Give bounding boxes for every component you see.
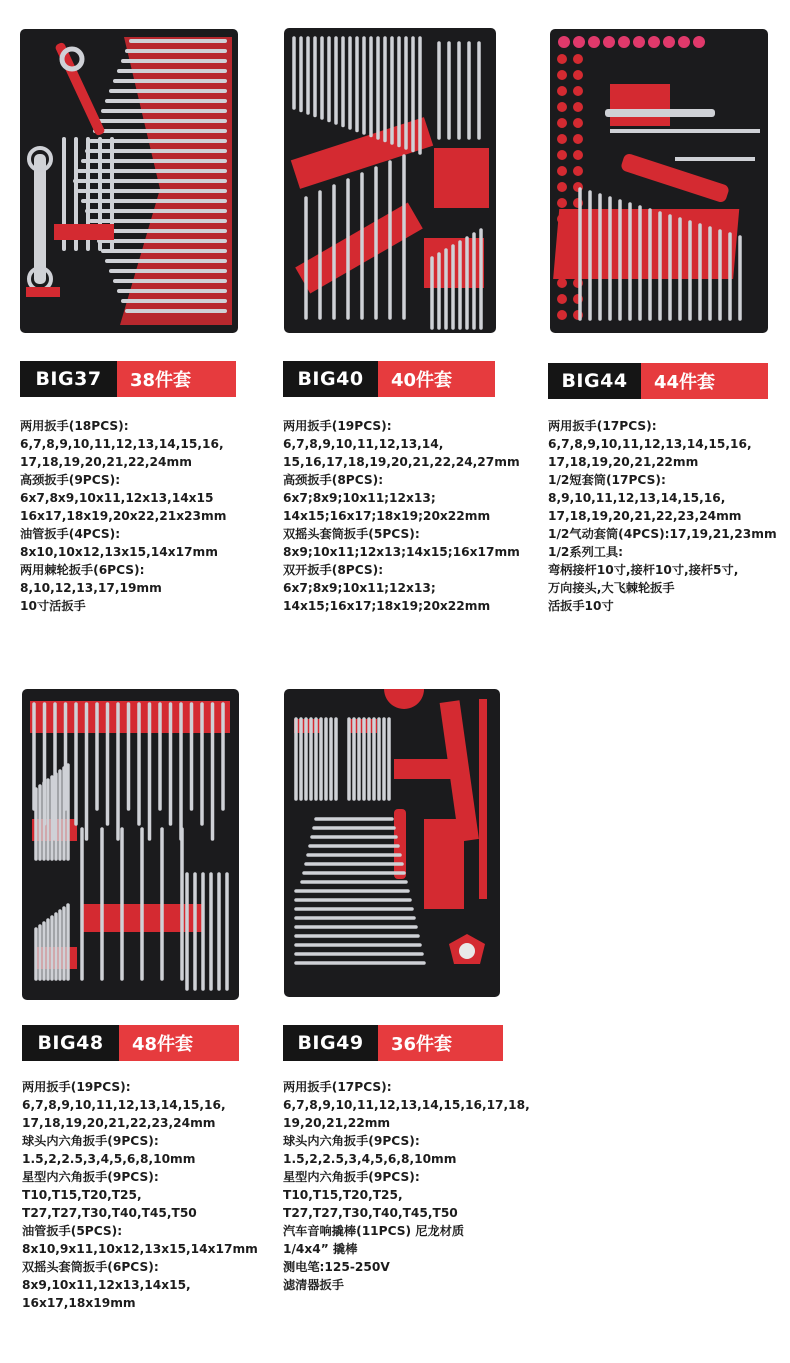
spec-list-big37 — [20, 417, 226, 615]
tool-tray-image — [22, 689, 239, 1000]
spec-line: 1/4x4” 撬棒 — [283, 1242, 358, 1256]
spec-line: 两用扳手(17PCS): — [548, 419, 657, 433]
spec-line: 17,18,19,20,21,22mm — [548, 455, 699, 469]
spec-line: 1/2气动套筒(4PCS):17,19,21,23mm — [548, 527, 777, 541]
spec-line: 8x10,10x12,13x15,14x17mm — [20, 545, 218, 559]
spec-line: T10,T15,T20,T25, — [22, 1188, 142, 1202]
spec-line: 活扳手10寸 — [548, 599, 614, 613]
spec-line: 汽车音响撬棒(11PCS) 尼龙材质 — [283, 1224, 465, 1238]
spec-line: 19,20,21,22mm — [283, 1116, 391, 1130]
spec-line: 球头内六角扳手(9PCS): — [22, 1134, 159, 1148]
product-code: BIG37 — [20, 361, 117, 397]
spec-line: 星型内六角扳手(9PCS): — [22, 1170, 159, 1184]
tray-illustration — [22, 689, 239, 1000]
spec-line: 两用棘轮扳手(6PCS): — [20, 563, 145, 577]
spec-line: 14x15;16x17;18x19;20x22mm — [283, 509, 491, 523]
spec-line: 14x15;16x17;18x19;20x22mm — [283, 599, 491, 613]
spec-line: T27,T27,T30,T40,T45,T50 — [283, 1206, 458, 1220]
spec-line: 星型内六角扳手(9PCS): — [283, 1170, 420, 1184]
spec-line: 两用扳手(19PCS): — [22, 1080, 131, 1094]
spec-line: 弯柄接杆10寸,接杆10寸,接杆5寸, — [548, 563, 739, 577]
spec-line: 测电笔:125-250V — [283, 1260, 390, 1274]
spec-line: 8x9,10x11,12x13,14x15, — [22, 1278, 191, 1292]
product-code: BIG40 — [283, 361, 378, 397]
piece-count: 38件套 — [117, 361, 236, 397]
spec-line: 8x10,9x11,10x12,13x15,14x17mm — [22, 1242, 258, 1256]
spec-list-big40 — [283, 417, 520, 615]
spec-list-big49 — [283, 1078, 530, 1294]
spec-line: 高颈扳手(8PCS): — [283, 473, 384, 487]
spec-line: 双摇头套筒扳手(6PCS): — [22, 1260, 159, 1274]
spec-line: 万向接头,大飞棘轮扳手 — [548, 581, 675, 595]
spec-line: 17,18,19,20,21,22,24mm — [20, 455, 192, 469]
spec-line: 15,16,17,18,19,20,21,22,24,27mm — [283, 455, 520, 469]
spec-line: 6,7,8,9,10,11,12,13,14,15,16,17,18, — [283, 1098, 530, 1112]
product-badge-big40 — [283, 361, 495, 397]
spec-line: 6,7,8,9,10,11,12,13,14,15,16, — [548, 437, 752, 451]
spec-list-big44 — [548, 417, 777, 615]
tool-tray-image — [550, 29, 768, 333]
spec-line: 油管扳手(4PCS): — [20, 527, 121, 541]
piece-count: 40件套 — [378, 361, 495, 397]
spec-line: 17,18,19,20,21,22,23,24mm — [22, 1116, 216, 1130]
spec-line: 10寸活扳手 — [20, 599, 86, 613]
spec-line: 8,10,12,13,17,19mm — [20, 581, 162, 595]
spec-line: 双摇头套筒扳手(5PCS): — [283, 527, 420, 541]
spec-line: 1.5,2,2.5,3,4,5,6,8,10mm — [22, 1152, 196, 1166]
piece-count: 36件套 — [378, 1025, 503, 1061]
spec-line: 1/2短套筒(17PCS): — [548, 473, 666, 487]
spec-line: 滤清器扳手 — [283, 1278, 344, 1292]
spec-line: T27,T27,T30,T40,T45,T50 — [22, 1206, 197, 1220]
spec-line: 6,7,8,9,10,11,12,13,14, — [283, 437, 444, 451]
spec-line: 6x7;8x9;10x11;12x13; — [283, 581, 436, 595]
tray-illustration — [20, 29, 238, 333]
spec-line: 16x17,18x19mm — [22, 1296, 136, 1310]
spec-line: 6,7,8,9,10,11,12,13,14,15,16, — [20, 437, 224, 451]
spec-line: 高颈扳手(9PCS): — [20, 473, 121, 487]
spec-line: 1/2系列工具: — [548, 545, 624, 559]
product-badge-big49 — [283, 1025, 503, 1061]
tool-tray-image — [284, 28, 496, 333]
spec-line: 两用扳手(17PCS): — [283, 1080, 392, 1094]
spec-line: T10,T15,T20,T25, — [283, 1188, 403, 1202]
piece-count: 48件套 — [119, 1025, 239, 1061]
spec-line: 两用扳手(19PCS): — [283, 419, 392, 433]
spec-line: 8x9;10x11;12x13;14x15;16x17mm — [283, 545, 520, 559]
spec-line: 6,7,8,9,10,11,12,13,14,15,16, — [22, 1098, 226, 1112]
product-code: BIG49 — [283, 1025, 378, 1061]
piece-count: 44件套 — [641, 363, 768, 399]
spec-line: 球头内六角扳手(9PCS): — [283, 1134, 420, 1148]
spec-line: 6x7,8x9,10x11,12x13,14x15 — [20, 491, 214, 505]
tool-tray-image — [20, 29, 238, 333]
spec-line: 17,18,19,20,21,22,23,24mm — [548, 509, 742, 523]
spec-line: 两用扳手(18PCS): — [20, 419, 129, 433]
product-code: BIG44 — [548, 363, 641, 399]
spec-line: 16x17,18x19,20x22,21x23mm — [20, 509, 227, 523]
tray-illustration — [284, 689, 500, 997]
spec-line: 油管扳手(5PCS): — [22, 1224, 123, 1238]
tray-illustration — [550, 29, 768, 333]
spec-list-big48 — [22, 1078, 258, 1312]
tool-tray-image — [284, 689, 500, 997]
spec-line: 双开扳手(8PCS): — [283, 563, 384, 577]
product-badge-big37 — [20, 361, 236, 397]
product-badge-big44 — [548, 363, 768, 399]
spec-line: 6x7;8x9;10x11;12x13; — [283, 491, 436, 505]
spec-line: 8,9,10,11,12,13,14,15,16, — [548, 491, 726, 505]
tray-illustration — [284, 28, 496, 333]
product-code: BIG48 — [22, 1025, 119, 1061]
spec-line: 1.5,2,2.5,3,4,5,6,8,10mm — [283, 1152, 457, 1166]
product-badge-big48 — [22, 1025, 239, 1061]
